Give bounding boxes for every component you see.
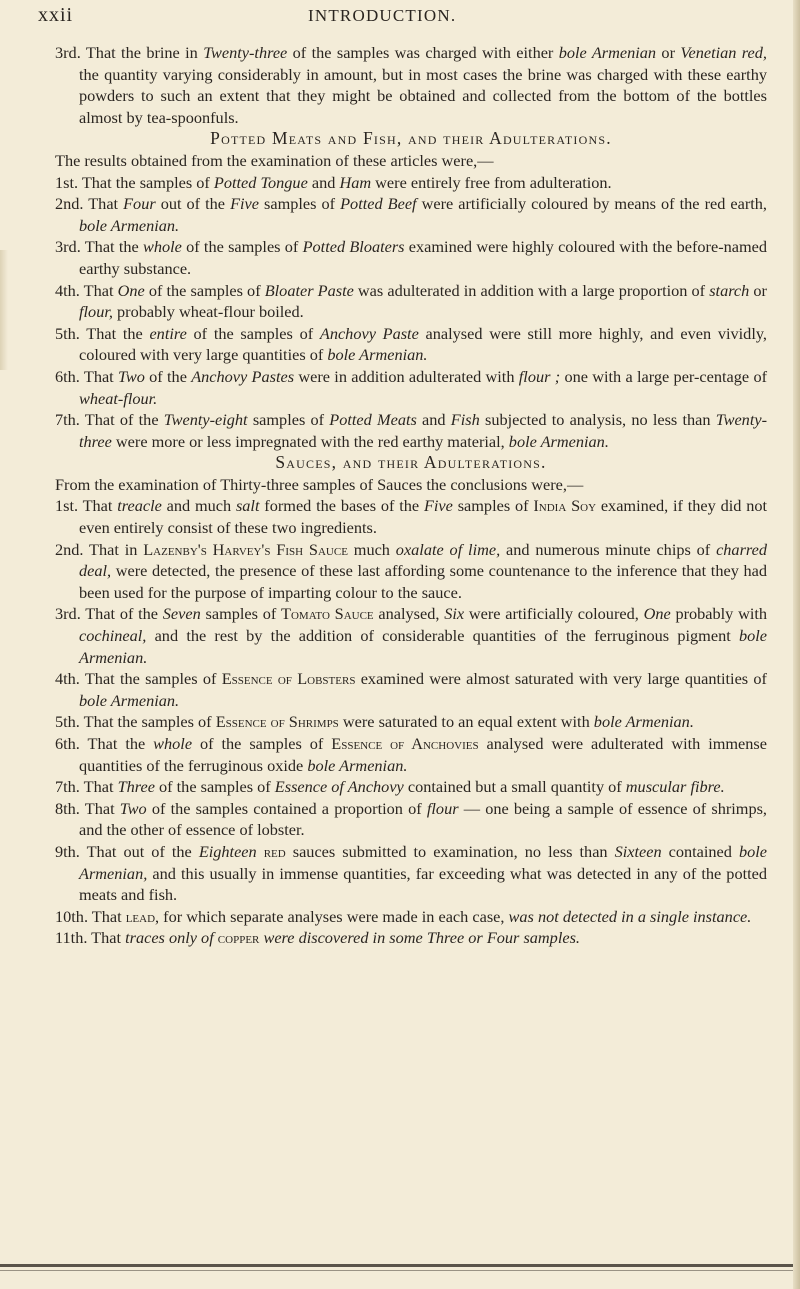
bottom-rule: [0, 1264, 793, 1267]
numbered-paragraph: 2nd. That Four out of the Five samples of Potted Beef were artificially coloured by means of the red earth, bole Armenian.: [55, 194, 767, 235]
bottom-rule-thin: [0, 1270, 793, 1271]
numbered-paragraph: 7th. That of the Twenty-eight samples of Potted Meats and Fish subjected to analysis, no less than Twenty-three were more or less impregnated with the red earthy material, bole Armenian.: [55, 410, 767, 451]
numbered-paragraph: 1st. That the samples of Potted Tongue and Ham were entirely free from adulteration.: [55, 172, 612, 192]
page-number: xxii: [38, 4, 74, 26]
numbered-paragraph: 3rd. That the whole of the samples of Potted Bloaters examined were highly coloured with the before-named earthy substance.: [55, 237, 768, 278]
numbered-paragraph: 2nd. That in Lazenby's Harvey's Fish Sauce much oxalate of lime, and numerous minute chips of charred deal, were detected, the presence of these last affording some countenance to the inference that they had been used for the purpose of imparting colour to the sauce.: [55, 539, 768, 602]
numbered-paragraph: 8th. That Two of the samples contained a proportion of flour — one being a sample of essence of shrimps, and the other of essence of lobster.: [55, 798, 768, 840]
section-intro: From the examination of Thirty-three samples of Sauces the conclusions were,—: [55, 474, 584, 494]
numbered-paragraph: 6th. That the whole of the samples of Essence of Anchovies analysed were adulterated with immense quantities of the ferruginous oxide bole Armenian.: [55, 734, 767, 775]
numbered-paragraph: 6th. That Two of the Anchovy Pastes were in addition adulterated with flour ; one with a large per-centage of wheat-flour.: [55, 366, 768, 408]
page-body: [55, 42, 767, 949]
section-heading: Potted Meats and Fish, and their Adulterations.: [210, 128, 612, 149]
numbered-paragraph: 3rd. That the brine in Twenty-three of the samples was charged with either bole Armenian or Venetian red, the quantity varying considerably in amount, but in most cases the brine was charged with these earthy powders to such an extent that they might be obtained and collected from the bottom of the bottles almost by tea-spoonfuls.: [55, 43, 767, 127]
numbered-paragraph: 10th. That lead, for which separate analyses were made in each case, was not detected in a single instance.: [55, 906, 752, 926]
numbered-paragraph: 1st. That treacle and much salt formed the bases of the Five samples of India Soy examined, if they did not even entirely consist of these two ingredients.: [55, 496, 768, 538]
numbered-paragraph: 4th. That One of the samples of Bloater Paste was adulterated in addition with a large proportion of starch or flour, probably wheat-flour boiled.: [55, 280, 767, 322]
numbered-paragraph: 11th. That traces only of copper were discovered in some Three or Four samples.: [55, 928, 580, 948]
page-edge-shade: [0, 250, 8, 370]
numbered-paragraph: 4th. That the samples of Essence of Lobsters examined were almost saturated with very large quantities of bole Armenian.: [55, 669, 767, 710]
numbered-paragraph: 3rd. That of the Seven samples of Tomato Sauce analysed, Six were artificially coloured, One probably with cochineal, and the rest by the addition of considerable quantities of the ferruginous pigment bole Armenian.: [55, 604, 768, 667]
running-head: [0, 4, 800, 34]
page-edge-shadow: [793, 0, 800, 1289]
numbered-paragraph: 7th. That Three of the samples of Essence of Anchovy contained but a small quantity of muscular fibre.: [55, 777, 725, 797]
numbered-paragraph: 5th. That the entire of the samples of Anchovy Paste analysed were still more highly, and even vividly, coloured with very large quantities of bole Armenian.: [55, 323, 767, 365]
section-heading: Sauces, and their Adulterations.: [275, 452, 547, 473]
section-intro: The results obtained from the examination of these articles were,—: [55, 150, 494, 170]
numbered-paragraph: 9th. That out of the Eighteen red sauces submitted to examination, no less than Sixteen contained bole Armenian, and this usually in immense quantities, far exceeding what was detected in any of the potted meats and fish.: [55, 841, 767, 905]
running-title: INTRODUCTION.: [308, 6, 457, 25]
numbered-paragraph: 5th. That the samples of Essence of Shrimps were saturated to an equal extent with bole Armenian.: [55, 712, 694, 732]
